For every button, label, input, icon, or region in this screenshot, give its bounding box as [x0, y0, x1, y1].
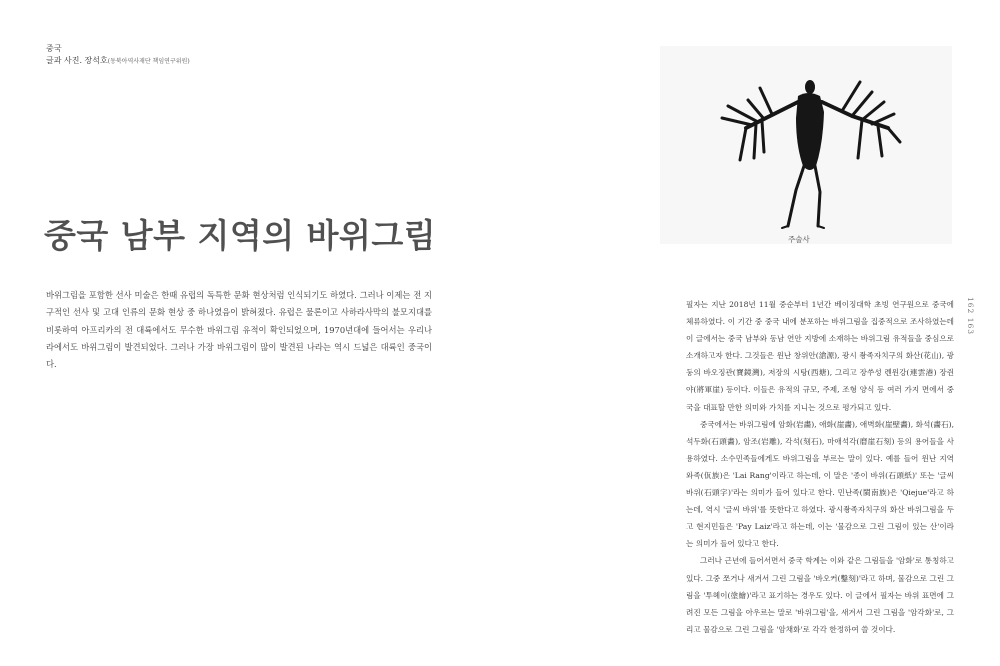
rock-painting-figure [660, 46, 952, 244]
body-paragraph: 그러나 근년에 들어서면서 중국 학계는 이와 같은 그림들을 '암화'로 통칭하고 있다. 그중 쪼거나 새겨서 그린 그림을 '바오커(鑿刻)'라고 하며, 물감으로 그린 그림을 '투혜이(塗繪)'라고 표기하는 경우도 있다. 이 글에서 필자는 바위 표면에 그려진 모든 그림을 아우르는 말로 '바위그림'을, 새겨서 그린 그림을 '암각화'로, 그리고 물감으로 그린 그림을 '암채화'로 각각 한정하여 쓸 것이다. [686, 556, 954, 634]
byline-author: 글과 사진. 장석호 [46, 56, 108, 65]
shaman-rock-painting-image [712, 66, 902, 236]
body-paragraph: 필자는 지난 2018년 11월 중순부터 1년간 베이징대학 초빙 연구원으로 중국에 체류하였다. 이 기간 중 중국 내에 분포하는 바위그림을 집중적으로 조사하였는데 이 글에서는 중국 남부와 동남 연안 지방에 소재하는 바위그림 유적들을 중심으로 소개하고자 한다. 그것들은 윈난 창위안(滄源), 광시 좡족자치구의 화산(花山), 광둥의 바오징관(寶鏡灣), 저장의 시탕(西塘), 그리고 장쑤성 롄윈강(連雲港) 장쥔야(將軍崖) 등이다. 이들은 유적의 규모, 주제, 조형 양식 등 여러 가지 면에서 중국을 대표할 만한 의미와 가치를 지니는 것으로 평가되고 있다. [686, 300, 954, 412]
lead-paragraph: 바위그림을 포함한 선사 미술은 한때 유럽의 독특한 문화 현상처럼 인식되기도 하였다. 그러나 이제는 전 지구적인 선사 및 고대 인류의 문화 현상 중 하나였음이 밝혀졌다. 유럽은 물론이고 사하라사막의 불모지대를 비롯하여 아프리카의 전 대륙에서도 무수한 바위그림 유적이 확인되었으며, 1970년대에 들어서는 우리나라에서도 바위그림이 발견되었다. 그러나 가장 바위그림이 많이 발견된 나라는 역시 드넓은 대륙인 중국이다. [46, 290, 432, 370]
figure-caption: 주술사 [788, 235, 810, 244]
article-title: 중국 남부 지역의 바위그림 [44, 216, 437, 255]
page-numbers: 162 163 [966, 297, 975, 336]
body-text [686, 296, 954, 638]
byline [46, 55, 190, 66]
byline-affiliation: (동북아역사재단 책임연구위원) [107, 58, 190, 65]
body-paragraph: 중국에서는 바위그림에 암화(岩畵), 애화(崖畵), 애벽화(崖壁畵), 화석(畵石), 석두화(石頭畵), 암조(岩雕), 각석(刻石), 마애석각(磨崖石刻) 등의 용어들을 사용하였다. 소수민족들에게도 바위그림을 부르는 말이 있다. 예를 들어 윈난 지역 와족(佤族)은 'Lai Rang'이라고 하는데, 이 말은 '종이 바위(石頭紙)' 또는 '글씨 바위(石頭字)'라는 의미가 들어 있다고 한다. 민난족(閩南族)은 'Qiejue'라고 하는데, 역시 '글씨 바위'를 뜻한다고 하였다. 광시좡족자치구의 화산 바위그림을 두고 현지민들은 'Pay Laiz'라고 하는데, 이는 '물감으로 그린 그림이 있는 산'이라는 의미가 들어 있다고 한다. [686, 419, 954, 549]
section-label: 중국 [46, 44, 63, 53]
